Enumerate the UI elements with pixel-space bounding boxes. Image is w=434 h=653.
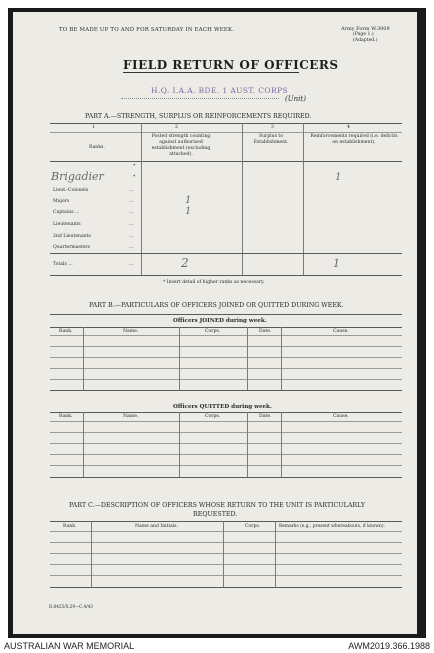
part-c-heading-line1: PART C.—DESCRIPTION OF OFFICERS WHOSE RETURN TO THE UNIT IS PARTICULARLY [69,502,366,509]
print-code: D.8425/S.29—C.4/43 [49,604,93,609]
part-c-heading-line2: REQUESTED. [193,511,238,518]
rank-2nd-lieutenants: 2nd Lieutenants [53,234,91,239]
col-number-1: 1 [92,125,95,130]
joined-col-date: Date. [259,329,272,334]
row-dots: ... [129,234,134,239]
row-dots: ... [129,222,134,227]
part-a-heading: PART A.—STRENGTH, SURPLUS OR REINFORCEMENTS REQUIRED. [85,113,312,120]
unit-label: (Unit) [285,95,306,103]
part-b-heading: PART B.—PARTICULARS OF OFFICERS JOINED OR QUITTED DURING WEEK. [89,302,344,309]
quitted-col-corps: Corps. [205,414,221,419]
form-title: FIELD RETURN OF OFFICERS [123,58,339,72]
part-a-top-rule [50,123,402,124]
quitted-title: Officers QUITTED during week. [173,404,272,410]
form-sheet [13,12,417,634]
totals-reinf: 1 [333,257,340,270]
col-header-posted: Posted strength counting against authorized establishment (excluding attached). [151,134,211,157]
row-dots: ... [129,188,134,193]
partc-col-rank: Rank. [63,524,77,529]
quitted-col-date: Date. [259,414,272,419]
row-mark: * [133,164,136,169]
form-page: (Page 1.) [353,32,374,37]
joined-col-rank: Rank. [59,329,73,334]
col-header-surplus: Surplus to Establishment. [253,134,289,145]
footer-right-caption: AWM2019.366.1988 [348,641,430,651]
quitted-col-name: Name. [123,414,139,419]
part-a-footnote: * Insert detail of higher ranks as necessary. [163,280,265,285]
notice-text: TO BE MADE UP TO AND FOR SATURDAY IN EACH WEEK. [59,27,235,33]
rank-lieut-colonels: Lieut.-Colonels [53,188,89,193]
partc-col-name: Name and Initials. [135,524,178,529]
rank-majors: Majors [53,199,70,204]
row-dots: ... [129,210,134,215]
joined-col-cause: Cause. [333,329,349,334]
col-number-4: 4 [347,125,350,130]
joined-col-name: Name. [123,329,139,334]
footer-left-caption: AUSTRALIAN WAR MEMORIAL [4,641,135,651]
partc-col-corps: Corps. [245,524,261,529]
rank-captains: Captains ... [53,210,80,215]
reinf-brigadier: 1 [335,172,342,183]
col-header-ranks: Ranks. [89,145,105,150]
unit-stamp: H.Q. I.A.A. BDE. 1 AUST. CORPS [151,86,288,95]
col-number-2: 2 [175,125,178,130]
partc-col-remarks: Remarks (e.g., present whereabouts, if known). [279,524,385,529]
posted-captains: 1 [185,206,192,217]
title-underline [123,72,299,73]
posted-majors: 1 [185,195,192,206]
joined-col-corps: Corps. [205,329,221,334]
unit-dotted-line [121,98,279,99]
col-header-reinforcements: Reinforcements required (i.e. deficits on establishment). [310,134,398,145]
joined-title: Officers JOINED during week. [173,318,267,324]
totals-posted: 2 [181,256,189,270]
row-dots: ... [129,245,134,250]
row-dots: ... [129,199,134,204]
row-mark: * [133,175,136,180]
form-adapted: (Adapted.) [353,38,378,43]
rank-quartermasters: Quartermasters [53,245,90,250]
quitted-col-cause: Cause. [333,414,349,419]
rank-lieutenants: Lieutenants [53,222,81,227]
totals-dots: ... [129,262,134,267]
totals-label: Totals ... [53,262,73,267]
quitted-col-rank: Rank. [59,414,73,419]
col-number-3: 3 [271,125,274,130]
form-id: Army Form W.3009 [341,26,390,32]
rank-brigadier: Brigadier [51,170,104,183]
